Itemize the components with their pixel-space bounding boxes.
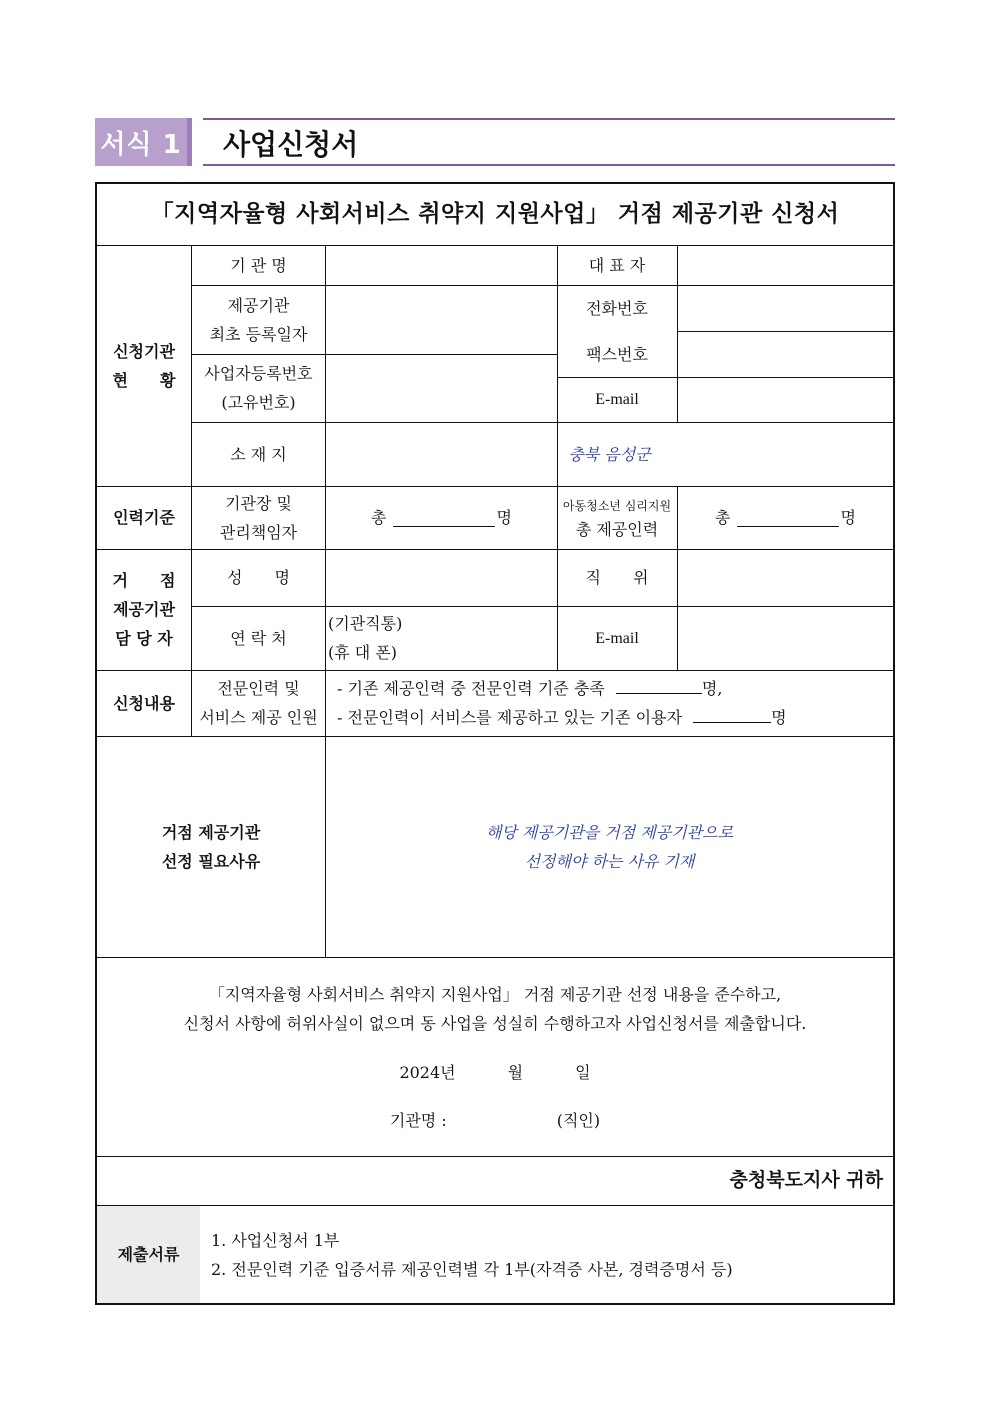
label-contact-phone: 연 락 처 [230,628,287,648]
declaration-text: 「지역자율형 사회서비스 취약지 지원사업」 거점 제공기관 선정 내용을 준수하고, 신청서 사항에 허위사실이 없으며 동 사업을 성실히 수행하고자 사업신청서를 제출합니다. [183,985,807,1033]
label-phone: 전화번호 [586,298,648,318]
org-name-field[interactable] [326,245,557,285]
label-representative: 대 표 자 [588,255,646,275]
email-field[interactable] [678,377,893,422]
label-professional-staff: 전문인력 및 서비스 제공 인원 [199,679,318,727]
section-application-content: 신청내용 [113,693,175,713]
contact-email-field[interactable] [678,606,893,670]
label-first-registration-date: 제공기관 최초 등록일자 [209,295,308,344]
label-email: E-mail [595,391,639,408]
section-hub-contact: 거 점 제공기관 담 당 자 [112,571,176,648]
professional-staff-details[interactable]: - 기존 제공인력 중 전문인력 기준 충족 명, - 전문인력이 서비스를 제공하고 있는 기존 이용자 명 [337,670,893,736]
phone-field[interactable] [678,285,893,331]
contact-position-field[interactable] [678,549,893,606]
psych-support-staff-count[interactable]: 총 명 [715,508,856,527]
contact-name-field[interactable] [326,549,557,606]
representative-field[interactable] [678,245,893,285]
addressee: 충청북도지사 귀하 [729,1169,883,1191]
required-documents-list [211,1206,893,1303]
label-org-name: 기 관 명 [230,255,287,275]
page-title: 사업신청서 [223,128,359,161]
document-item: 2. 전문인력 기준 입증서류 제공인력별 각 1부(자격증 사본, 경력증명서 등) [211,1259,733,1279]
label-head-manager: 기관장 및 관리책임자 [219,493,298,542]
office-phone-label: (기관직통) [328,614,403,633]
address-value[interactable]: 충북 음성군 [568,444,651,464]
label-contact-name: 성 명 [227,568,290,587]
label-business-reg-number: 사업자등록번호 (고유번호) [204,364,313,412]
label-fax: 팩스번호 [586,344,648,364]
section-required-documents: 제출서류 [117,1245,180,1264]
org-seal-line[interactable]: 기관명 : (직인) [389,1110,601,1130]
fax-field[interactable] [678,331,893,377]
section-applicant-status: 신청기관 현 황 [112,341,176,390]
form-header [95,118,895,166]
first-registration-date-field[interactable] [326,285,557,354]
label-selection-reason: 거점 제공기관 선정 필요사유 [161,822,261,871]
form-title-bar [203,118,895,166]
head-manager-count[interactable]: 총 명 [371,508,512,527]
label-psych-support-staff: 아동청소년 심리지원 총 제공인력 [562,498,672,539]
document-item: 1. 사업신청서 1부 [211,1230,340,1250]
label-address: 소 재 지 [230,444,287,464]
application-form [95,182,895,1305]
form-number-badge: 서식 1 [95,118,192,166]
mobile-phone-label: (휴 대 폰) [328,643,398,662]
date-line[interactable]: 2024년 월 일 [399,1062,591,1082]
label-contact-email: E-mail [595,629,639,647]
form-main-title: 「지역자율형 사회서비스 취약지 지원사업」 거점 제공기관 신청서 [150,201,840,227]
selection-reason-field[interactable]: 해당 제공기관을 거점 제공기관으로 선정해야 하는 사유 기재 [485,822,734,871]
label-contact-position: 직 위 [585,568,649,587]
contact-phone-field[interactable] [328,606,557,670]
business-reg-number-field[interactable] [326,354,557,422]
section-staffing-standard: 인력기준 [113,508,175,527]
